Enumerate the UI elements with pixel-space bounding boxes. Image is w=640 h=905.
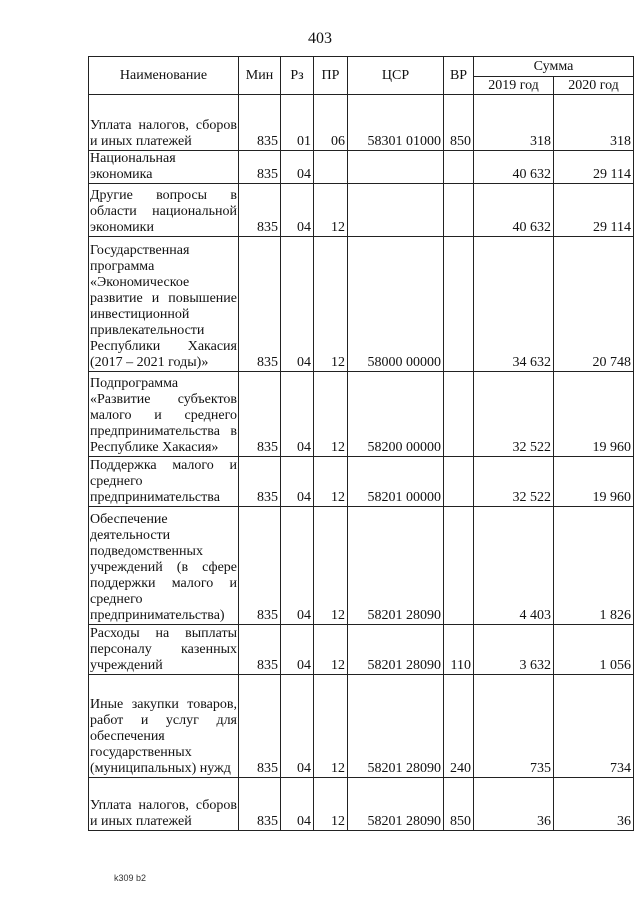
table-row — [89, 507, 634, 625]
row-rz: 04 — [281, 151, 314, 184]
row-pr: 06 — [314, 95, 348, 151]
row-min: 835 — [239, 151, 281, 184]
row-min: 835 — [239, 778, 281, 831]
row-name: Государственная программа «Экономическое развитие и повышение инвестиционной привлекательности Республики Хакасия (2017 – 2021 годы)» — [89, 237, 239, 372]
row-vr: 850 — [444, 95, 474, 151]
row-vr: 850 — [444, 778, 474, 831]
row-rz: 04 — [281, 184, 314, 237]
row-name: Подпрограмма «Развитие субъектов малого и среднего предпринимательства в Республике Хакасия» — [89, 372, 239, 457]
header-pr: ПР — [314, 57, 348, 95]
row-pr: 12 — [314, 372, 348, 457]
row-csr: 58201 28090 — [348, 507, 444, 625]
row-sum-2019: 36 — [474, 778, 554, 831]
page-number: 403 — [308, 30, 332, 47]
row-name: Иные закупки товаров, работ и услуг для обеспечения государственных (муниципальных) нужд — [89, 675, 239, 778]
header-row — [89, 57, 634, 77]
row-csr: 58200 00000 — [348, 372, 444, 457]
header-year-2019: 2019 год — [474, 77, 554, 95]
row-min: 835 — [239, 457, 281, 507]
row-pr: 12 — [314, 625, 348, 675]
footer-code: k309 b2 — [114, 873, 147, 883]
row-vr: 110 — [444, 625, 474, 675]
row-vr — [444, 372, 474, 457]
row-pr: 12 — [314, 507, 348, 625]
header-vr: ВР — [444, 57, 474, 95]
table-row — [89, 237, 634, 372]
table-row — [89, 151, 634, 184]
row-csr — [348, 184, 444, 237]
table-row — [89, 184, 634, 237]
table-row — [89, 372, 634, 457]
row-vr — [444, 457, 474, 507]
row-sum-2020: 20 748 — [554, 237, 634, 372]
row-name: Уплата налогов, сборов и иных платежей — [89, 778, 239, 831]
row-vr — [444, 184, 474, 237]
row-min: 835 — [239, 237, 281, 372]
row-min: 835 — [239, 675, 281, 778]
table-row — [89, 778, 634, 831]
row-csr: 58201 28090 — [348, 675, 444, 778]
row-rz: 04 — [281, 625, 314, 675]
row-sum-2020: 19 960 — [554, 457, 634, 507]
row-rz: 04 — [281, 778, 314, 831]
row-csr — [348, 151, 444, 184]
row-min: 835 — [239, 95, 281, 151]
row-rz: 04 — [281, 372, 314, 457]
row-csr: 58201 28090 — [348, 625, 444, 675]
row-sum-2020: 19 960 — [554, 372, 634, 457]
row-pr — [314, 151, 348, 184]
table-row — [89, 675, 634, 778]
row-vr — [444, 151, 474, 184]
row-csr: 58201 00000 — [348, 457, 444, 507]
row-name: Другие вопросы в области национальной экономики — [89, 184, 239, 237]
row-name: Национальная экономика — [89, 151, 239, 184]
row-vr: 240 — [444, 675, 474, 778]
row-csr: 58201 28090 — [348, 778, 444, 831]
row-rz: 04 — [281, 507, 314, 625]
row-pr: 12 — [314, 675, 348, 778]
row-sum-2019: 34 632 — [474, 237, 554, 372]
row-vr — [444, 237, 474, 372]
table-row — [89, 457, 634, 507]
row-sum-2020: 1 826 — [554, 507, 634, 625]
budget-table — [88, 56, 634, 831]
row-rz: 01 — [281, 95, 314, 151]
row-name: Расходы на выплаты персоналу казенных учреждений — [90, 626, 237, 673]
row-csr: 58000 00000 — [348, 237, 444, 372]
row-sum-2020: 318 — [554, 95, 634, 151]
row-min: 835 — [239, 372, 281, 457]
header-year-2020: 2020 год — [554, 77, 634, 95]
row-pr: 12 — [314, 457, 348, 507]
header-name: Наименование — [89, 57, 239, 95]
row-sum-2020: 1 056 — [554, 625, 634, 675]
row-pr: 12 — [314, 184, 348, 237]
row-sum-2019: 318 — [474, 95, 554, 151]
row-sum-2019: 32 522 — [474, 372, 554, 457]
row-name: Уплата налогов, сборов и иных платежей — [89, 95, 239, 151]
row-min: 835 — [239, 625, 281, 675]
row-sum-2020: 734 — [554, 675, 634, 778]
header-min: Мин — [239, 57, 281, 95]
header-csr: ЦСР — [348, 57, 444, 95]
row-sum-2019: 735 — [474, 675, 554, 778]
row-csr: 58301 01000 — [348, 95, 444, 151]
row-pr: 12 — [314, 237, 348, 372]
table-row — [89, 625, 634, 675]
table-row — [89, 95, 634, 151]
row-name: Поддержка малого и среднего предпринимательства — [90, 458, 237, 505]
row-name: Обеспечение деятельности подведомственных учреждений (в сфере поддержки малого и среднего предпринимательства) — [89, 507, 239, 625]
row-pr: 12 — [314, 778, 348, 831]
header-rz: Рз — [281, 57, 314, 95]
header-sum: Сумма — [474, 57, 634, 77]
row-sum-2019: 3 632 — [474, 625, 554, 675]
row-vr — [444, 507, 474, 625]
row-sum-2020: 29 114 — [554, 184, 634, 237]
row-sum-2019: 32 522 — [474, 457, 554, 507]
row-sum-2019: 4 403 — [474, 507, 554, 625]
row-sum-2019: 40 632 — [474, 184, 554, 237]
row-sum-2020: 36 — [554, 778, 634, 831]
row-min: 835 — [239, 507, 281, 625]
row-rz: 04 — [281, 237, 314, 372]
row-rz: 04 — [281, 457, 314, 507]
row-sum-2019: 40 632 — [474, 151, 554, 184]
row-sum-2020: 29 114 — [554, 151, 634, 184]
row-rz: 04 — [281, 675, 314, 778]
row-min: 835 — [239, 184, 281, 237]
